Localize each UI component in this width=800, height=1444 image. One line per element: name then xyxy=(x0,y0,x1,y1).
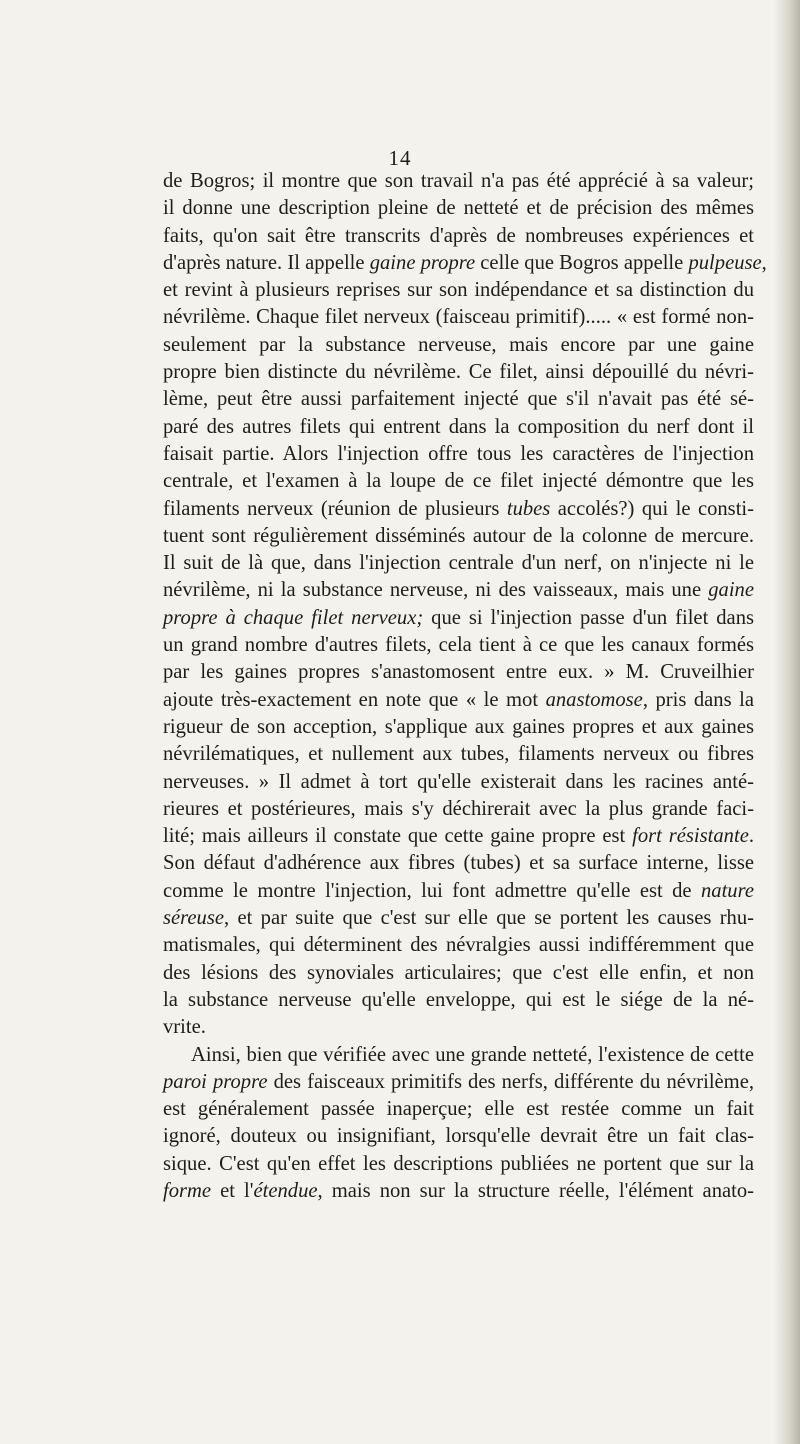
italic-run: gaine xyxy=(708,579,754,602)
text-run: rieures et postérieures, mais s'y déchirerait avec la plus grande faci- xyxy=(163,797,754,820)
text-line xyxy=(163,632,754,659)
text-run: , et par suite que c'est sur elle que se portent les causes rhu- xyxy=(224,907,754,930)
italic-run: anastomose xyxy=(545,688,643,711)
text-line xyxy=(163,359,754,386)
italic-run: tubes xyxy=(506,497,551,520)
text-line xyxy=(163,905,754,932)
text-run: névrilème. Chaque filet nerveux (faisceau primitif)..... « est formé non- xyxy=(163,306,754,329)
text-line xyxy=(163,1042,754,1069)
page-number: 14 xyxy=(388,146,412,170)
text-line xyxy=(163,987,754,1014)
text-line xyxy=(163,796,754,823)
text-line xyxy=(163,741,754,768)
text-run: matismales, qui déterminent des névralgies aussi indifféremment que xyxy=(163,934,754,957)
text-run: tuent sont régulièrement disséminés autour de la colonne de mercure. xyxy=(163,524,754,547)
text-run: la substance nerveuse qu'elle enveloppe, qui est le siége de la né- xyxy=(163,988,754,1011)
text-run: névrilématiques, et nullement aux tubes, filaments nerveux ou fibres xyxy=(163,743,754,766)
text-run: paré des autres filets qui entrent dans la composition du nerf dont il xyxy=(163,415,754,438)
italic-run: nature xyxy=(700,879,754,902)
text-run: lème, peut être aussi parfaitement injecté que s'il n'avait pas été sé- xyxy=(163,388,754,411)
body-text xyxy=(163,168,767,1205)
text-run: propre bien distincte du névrilème. Ce filet, ainsi dépouillé du névri- xyxy=(163,361,754,384)
text-run: Son défaut d'adhérence aux fibres (tubes) et sa surface interne, lisse xyxy=(163,852,754,875)
italic-run: gaine propre xyxy=(369,251,476,274)
text-line xyxy=(163,223,754,250)
text-run: est généralement passée inaperçue; elle est restée comme un fait xyxy=(163,1098,754,1121)
text-line xyxy=(163,523,754,550)
text-run: ajoute très-exactement en note que « le mot xyxy=(163,688,546,711)
text-line xyxy=(163,769,754,796)
italic-run: pulpeuse xyxy=(688,251,762,274)
text-run: par les gaines propres s'anastomosent entre eux. » M. Cruveilhier xyxy=(163,661,754,684)
text-run: faits, qu'on sait être transcrits d'après de nombreuses expériences et xyxy=(163,224,754,247)
text-run: rigueur de son acception, s'applique aux gaines propres et aux gaines xyxy=(163,715,754,738)
text-run: vrite. xyxy=(163,1016,206,1039)
text-run: d'après nature. Il appelle xyxy=(163,251,370,274)
text-run: et revint à plusieurs reprises sur son indépendance et sa distinction du xyxy=(163,279,754,302)
text-line xyxy=(163,850,754,877)
text-run: seulement par la substance nerveuse, mais encore par une gaine xyxy=(163,333,754,356)
text-run: comme le montre l'injection, lui font admettre qu'elle est de xyxy=(163,879,701,902)
text-run: Il suit de là que, dans l'injection centrale d'un nerf, on n'injecte ni le xyxy=(163,552,754,575)
text-line xyxy=(163,496,754,523)
text-line xyxy=(163,605,754,632)
text-run: nerveuses. » Il admet à tort qu'elle existerait dans les racines anté- xyxy=(163,770,754,793)
text-line xyxy=(163,932,754,959)
text-run: des faisceaux primitifs des nerfs, différente du névrilème, xyxy=(267,1070,754,1093)
text-run: névrilème, ni la substance nerveuse, ni des vaisseaux, mais une xyxy=(163,579,709,602)
text-line xyxy=(163,550,754,577)
text-line xyxy=(163,1069,754,1096)
text-line xyxy=(163,195,754,222)
text-run: que si l'injection passe d'un filet dans xyxy=(423,606,754,629)
text-run: et l' xyxy=(211,1179,254,1202)
text-line xyxy=(163,823,754,850)
text-run: faisait partie. Alors l'injection offre tous les caractères de l'injection xyxy=(163,442,754,465)
text-line xyxy=(163,168,754,195)
text-line xyxy=(163,304,754,331)
italic-run: forme xyxy=(163,1179,212,1202)
text-run: , pris dans la xyxy=(642,688,754,711)
text-run: ignoré, douteux ou insignifiant, lorsqu'elle devrait être un fait clas- xyxy=(163,1125,754,1148)
text-line xyxy=(163,1096,754,1123)
text-line xyxy=(163,577,754,604)
italic-run: fort résistante xyxy=(632,825,749,848)
italic-run: étendue xyxy=(253,1179,318,1202)
italic-run: paroi propre xyxy=(163,1070,268,1093)
text-run: centrale, et l'examen à la loupe de ce filet injecté démontre que les xyxy=(163,470,754,493)
text-run: , mais non sur la structure réelle, l'élément anato- xyxy=(317,1179,755,1202)
text-line xyxy=(163,386,754,413)
page-edge-shadow xyxy=(774,0,800,1444)
text-line xyxy=(163,960,754,987)
text-run: sique. C'est qu'en effet les descriptions publiées ne portent que sur la xyxy=(163,1152,754,1175)
text-run: accolés?) qui le consti- xyxy=(550,497,754,520)
text-run: Ainsi, bien que vérifiée avec une grande netteté, l'existence de cette xyxy=(191,1043,754,1066)
text-line xyxy=(163,414,754,441)
text-run: . xyxy=(748,825,754,848)
text-line xyxy=(163,878,754,905)
text-line xyxy=(163,687,754,714)
text-line xyxy=(163,441,754,468)
text-line xyxy=(163,659,754,686)
text-run: , xyxy=(761,251,767,274)
text-run: filaments nerveux (réunion de plusieurs xyxy=(163,497,507,520)
text-line xyxy=(163,250,767,277)
text-line xyxy=(163,332,754,359)
text-line xyxy=(163,1123,754,1150)
text-run: des lésions des synoviales articulaires; que c'est elle enfin, et non xyxy=(163,961,754,984)
text-run: de Bogros; il montre que son travail n'a pas été apprécié à sa valeur; xyxy=(163,170,754,192)
text-run: un grand nombre d'autres filets, cela tient à ce que les canaux formés xyxy=(163,634,754,657)
italic-run: séreuse xyxy=(163,907,224,930)
text-line xyxy=(163,1014,754,1041)
italic-run: propre à chaque filet nerveux; xyxy=(163,606,424,629)
text-line xyxy=(163,1178,754,1205)
text-run: il donne une description pleine de netteté et de précision des mêmes xyxy=(163,197,754,220)
text-line xyxy=(163,468,754,495)
text-line xyxy=(163,277,754,304)
text-run: celle que Bogros appelle xyxy=(475,251,689,274)
text-line xyxy=(163,1151,754,1178)
text-run: lité; mais ailleurs il constate que cette gaine propre est xyxy=(163,825,633,848)
text-line xyxy=(163,714,754,741)
